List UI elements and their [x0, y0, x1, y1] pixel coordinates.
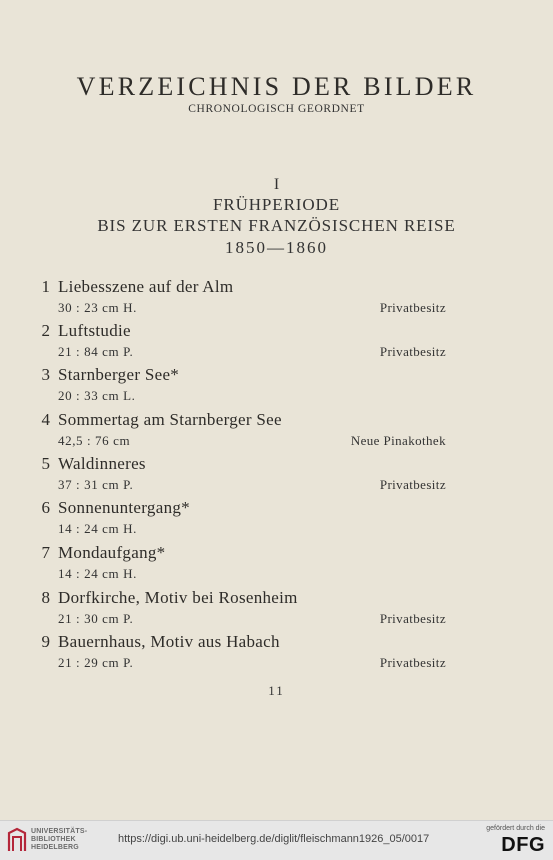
catalog-entry [0, 498, 553, 542]
library-name-line3: HEIDELBERG [31, 844, 79, 851]
entry-location: Privatbesitz [379, 611, 446, 626]
catalog-entry [0, 588, 553, 632]
entry-dimensions: 21 : 84 cm P. [58, 344, 134, 359]
permalink-url[interactable]: https://digi.ub.uni-heidelberg.de/diglit/fleischmann1926_05/0017 [118, 833, 430, 845]
page-title: VERZEICHNIS DER BILDER [76, 72, 477, 101]
entry-title: Dorfkirche, Motiv bei Rosenheim [58, 588, 298, 607]
catalog-entry [0, 454, 553, 498]
entry-number: 1 [41, 277, 50, 296]
entry-dimensions: 30 : 23 cm H. [58, 300, 137, 315]
viewer-footer [0, 820, 553, 860]
entry-number: 2 [41, 321, 50, 340]
catalog-entry [0, 321, 553, 365]
catalog-entry [0, 410, 553, 454]
section-years: 1850—1860 [225, 238, 328, 257]
library-name [31, 828, 87, 852]
entry-title: Liebesszene auf der Alm [58, 277, 234, 296]
catalog-entry [0, 632, 553, 676]
entry-dimensions: 37 : 31 cm P. [58, 477, 134, 492]
entry-dimensions: 20 : 33 cm L. [58, 388, 136, 403]
library-name-line2: BIBLIOTHEK [31, 836, 76, 843]
library-logo-icon [6, 827, 28, 853]
entry-title: Sommertag am Starnberger See [58, 410, 282, 429]
page-number: 11 [268, 683, 285, 698]
entry-title: Sonnenuntergang* [58, 498, 190, 517]
dfg-logo: DFG [501, 834, 545, 856]
entry-title: Starnberger See* [58, 365, 180, 384]
entry-location: Privatbesitz [379, 655, 446, 670]
entry-location: Privatbesitz [379, 477, 446, 492]
entry-location: Neue Pinakothek [350, 433, 446, 448]
entry-title: Luftstudie [58, 321, 131, 340]
entry-number: 8 [41, 588, 50, 607]
entry-title: Bauernhaus, Motiv aus Habach [58, 632, 280, 651]
section-numeral: I [273, 176, 280, 193]
entry-dimensions: 21 : 30 cm P. [58, 611, 134, 626]
entry-dimensions: 14 : 24 cm H. [58, 566, 137, 581]
entry-number: 5 [41, 454, 50, 473]
entry-number: 4 [41, 410, 50, 429]
entry-number: 6 [41, 498, 50, 517]
entry-title: Waldinneres [58, 454, 146, 473]
entry-number: 7 [41, 543, 50, 562]
entry-dimensions: 14 : 24 cm H. [58, 521, 137, 536]
entry-dimensions: 21 : 29 cm P. [58, 655, 134, 670]
funder-label: gefördert durch die [486, 825, 545, 832]
library-name-line1: UNIVERSITÄTS- [31, 828, 88, 835]
page-subtitle: CHRONOLOGISCH GEORDNET [188, 103, 365, 115]
entry-number: 3 [41, 365, 50, 384]
section-title-line1: FRÜHPERIODE [212, 195, 341, 214]
catalog-entry [0, 365, 553, 409]
catalog-entry [0, 277, 553, 321]
entry-number: 9 [41, 632, 50, 651]
entry-location: Privatbesitz [379, 300, 446, 315]
section-title-line2: BIS ZUR ERSTEN FRANZÖSISCHEN REISE [97, 216, 456, 235]
entry-location: Privatbesitz [379, 344, 446, 359]
entry-title: Mondaufgang* [58, 543, 166, 562]
entry-dimensions: 42,5 : 76 cm [58, 433, 131, 448]
catalog-entry [0, 543, 553, 587]
